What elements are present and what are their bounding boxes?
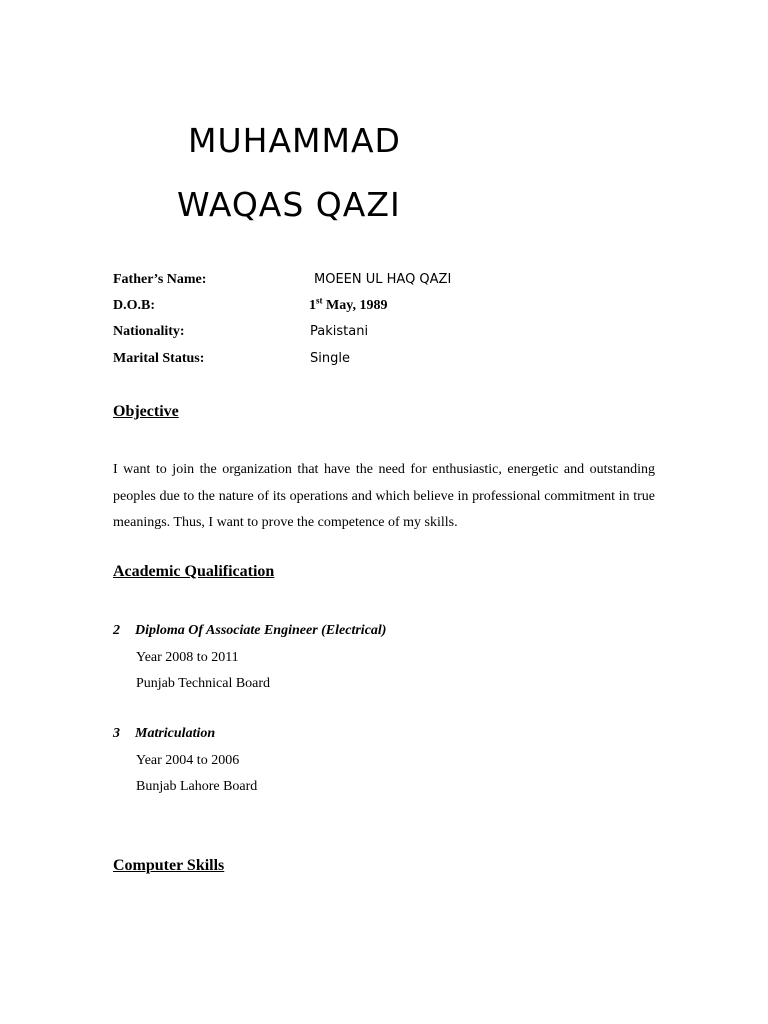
- marital-status-label: Marital Status:: [113, 351, 205, 366]
- dob-suffix: st: [316, 295, 323, 306]
- qualification-board: Punjab Technical Board: [136, 676, 271, 691]
- qualification-board: Bunjab Lahore Board: [136, 779, 258, 794]
- objective-paragraph: I want to join the organization that have the need for enthusiastic, energetic and outstanding peoples due to the nature of its operations and which believe in professional commitment in true meanings. Thus, I want to prove the competence of my skills.: [113, 462, 655, 530]
- nationality-label: Nationality:: [113, 324, 185, 339]
- qualification-number: 3: [113, 726, 120, 741]
- objective-heading: Objective: [113, 403, 179, 420]
- name-first-line: MUHAMMAD: [188, 121, 401, 160]
- name-second-line: WAQAS QAZI: [177, 185, 401, 224]
- dob-day: 1: [309, 298, 316, 313]
- marital-status-value: Single: [310, 351, 350, 366]
- qualification-number: 2: [113, 623, 120, 638]
- qualification-year: Year 2004 to 2006: [136, 753, 240, 768]
- dob-value: [309, 295, 388, 313]
- fathers-name-label: Father’s Name:: [113, 272, 207, 287]
- qualification-name: Matriculation: [135, 726, 216, 741]
- nationality-value: Pakistani: [310, 324, 369, 339]
- qualification-title: [113, 727, 215, 741]
- computer-skills-heading: Computer Skills: [113, 857, 225, 874]
- dob-month-year: May, 1989: [322, 298, 388, 313]
- fathers-name-value: MOEEN UL HAQ QAZI: [314, 272, 452, 287]
- dob-label: D.O.B:: [113, 298, 155, 313]
- qualification-year: Year 2008 to 2011: [136, 650, 239, 665]
- academic-heading: Academic Qualification: [113, 563, 275, 580]
- qualification-title: [113, 624, 386, 638]
- qualification-name: Diploma Of Associate Engineer (Electrical): [135, 623, 387, 638]
